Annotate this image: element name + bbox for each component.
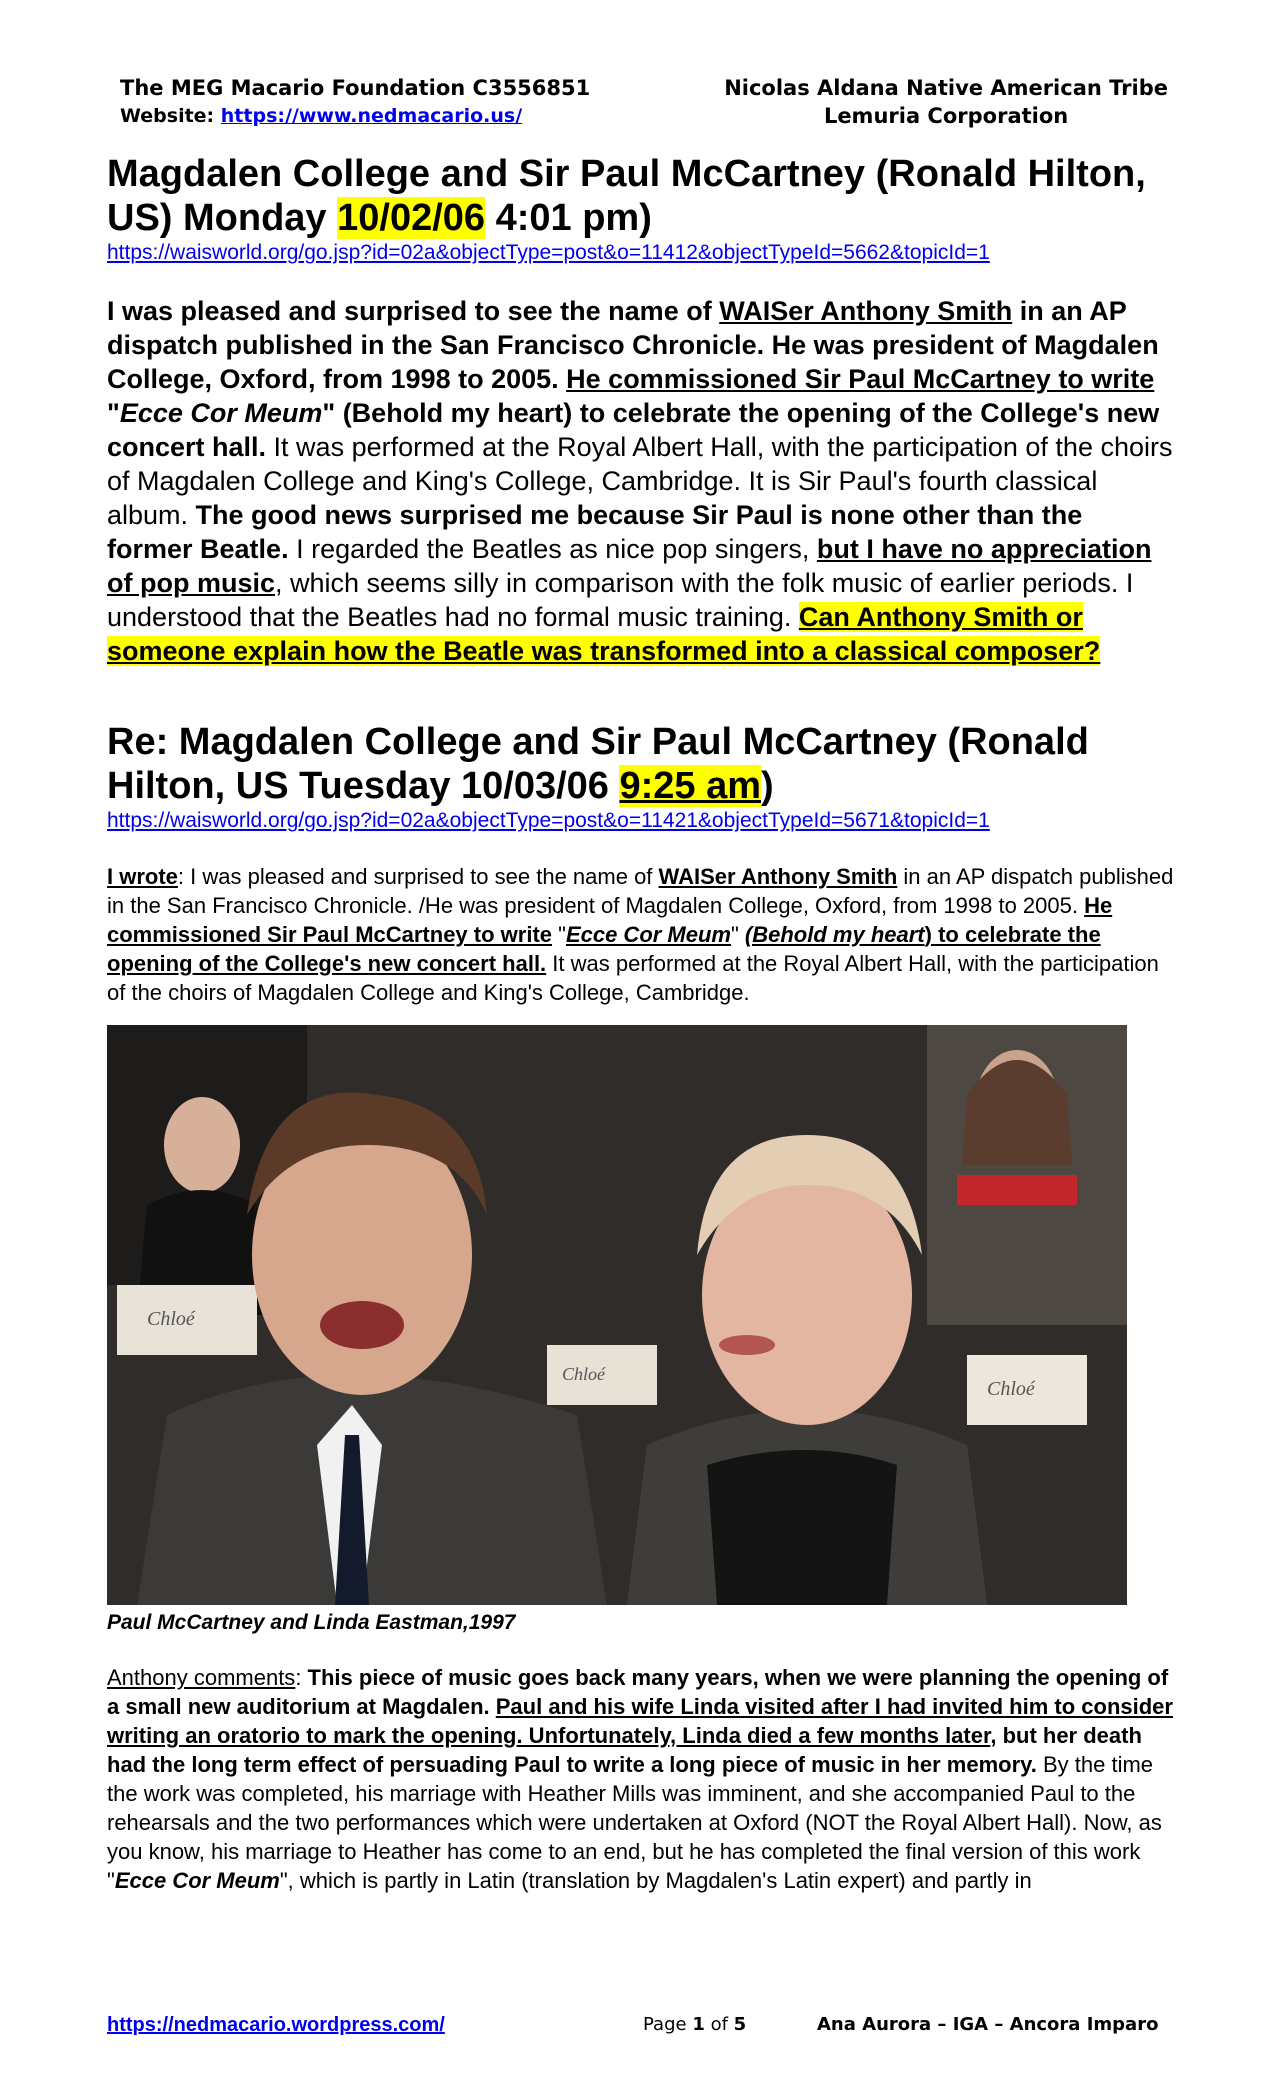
article1-body: I was pleased and surprised to see the name of WAISer Anthony Smith in an AP dispatch published in the San Francisco Chronicle. He was president of Magdalen College, Oxford, from 1998 to 2005. He commissioned Sir Paul McCartney to write "Ecce Cor Meum" (Behold my heart) to celebrate the opening of the College's new concert hall. It was performed at the Royal Albert Hall, with the participation of the choirs of Magdalen College and King's College, Cambridge. It is Sir Paul's fourth classical album. The good news surprised me because Sir Paul is none other than the former Beatle. I regarded the Beatles as nice pop singers, but I have no appreciation of pop music, which seems silly in comparison with the folk music of earlier periods. I understood that the Beatles had no formal music training. Can Anthony Smith or someone explain how the Beatle was transformed into a classical composer?: [107, 296, 1173, 666]
photo-illustration: [107, 1025, 1127, 1605]
photo-caption: Paul McCartney and Linda Eastman,1997: [107, 1611, 516, 1634]
page-number: Page 1 of 5: [643, 2014, 747, 2035]
anthony-comments: Anthony comments: This piece of music goes back many years, when we were planning the opening of a small new auditorium at Magdalen. Paul and his wife Linda visited after I had invited him to consider writing an oratorio to mark the opening. Unfortunately, Linda died a few months later, but her death had the long term effect of persuading Paul to write a long piece of music in her memory. By the time the work was completed, his marriage with Heather Mills was imminent, and she accompanied Paul to the rehearsals and the two performances which were undertaken at Oxford (NOT the Royal Albert Hall). Now, as you know, his marriage to Heather has come to an end, but he has completed the final version of this work "Ecce Cor Meum", which is partly in Latin (translation by Magdalen's Latin expert) and partly in: [107, 1665, 1173, 1893]
website-label: Website:: [120, 105, 221, 127]
question-highlight: Can Anthony Smith or someone explain how the Beatle was transformed into a classical composer?: [107, 602, 1101, 666]
header-left: [120, 74, 590, 130]
corporation-name: Lemuria Corporation: [823, 104, 1069, 128]
place-card-3: Chloé: [562, 1364, 605, 1384]
article1-url[interactable]: https://waisworld.org/go.jsp?id=02a&objectType=post&o=11412&objectTypeId=5662&topicId=1: [107, 241, 990, 264]
article2-url[interactable]: https://waisworld.org/go.jsp?id=02a&objectType=post&o=11421&objectTypeId=5671&topicId=1: [107, 809, 990, 832]
main-content: [107, 152, 1175, 1895]
footer-link[interactable]: https://nedmacario.wordpress.com/: [107, 2014, 445, 2036]
footer-motto: Ana Aurora – IGA – Ancora Imparo: [817, 2014, 1159, 2035]
website-link[interactable]: https://www.nedmacario.us/: [220, 105, 523, 127]
article2-time: 9:25 am: [619, 765, 762, 807]
article1-date: 10/02/06: [337, 197, 486, 239]
header-right: [724, 74, 1168, 130]
tribe-name: Nicolas Aldana Native American Tribe: [724, 76, 1168, 100]
place-card-1: Chloé: [147, 1308, 195, 1330]
article2-title: Re: Magdalen College and Sir Paul McCartney (Ronald Hilton, US Tuesday 10/03/06 9:25 am): [107, 721, 1089, 807]
place-card-2: Chloé: [987, 1378, 1035, 1400]
foundation-name: The MEG Macario Foundation C3556851: [120, 76, 591, 100]
article1-title: Magdalen College and Sir Paul McCartney (Ronald Hilton, US) Monday 10/02/06 4:01 pm): [107, 153, 1146, 239]
mccartney-photo: [107, 1025, 1127, 1605]
article2-quote: I wrote: I was pleased and surprised to see the name of WAISer Anthony Smith in an AP dispatch published in the San Francisco Chronicle. /He was president of Magdalen College, Oxford, from 1998 to 2005. He commissioned Sir Paul McCartney to write "Ecce Cor Meum" (Behold my heart) to celebrate the opening of the College's new concert hall. It was performed at the Royal Albert Hall, with the participation of the choirs of Magdalen College and King's College, Cambridge.: [107, 864, 1174, 1005]
